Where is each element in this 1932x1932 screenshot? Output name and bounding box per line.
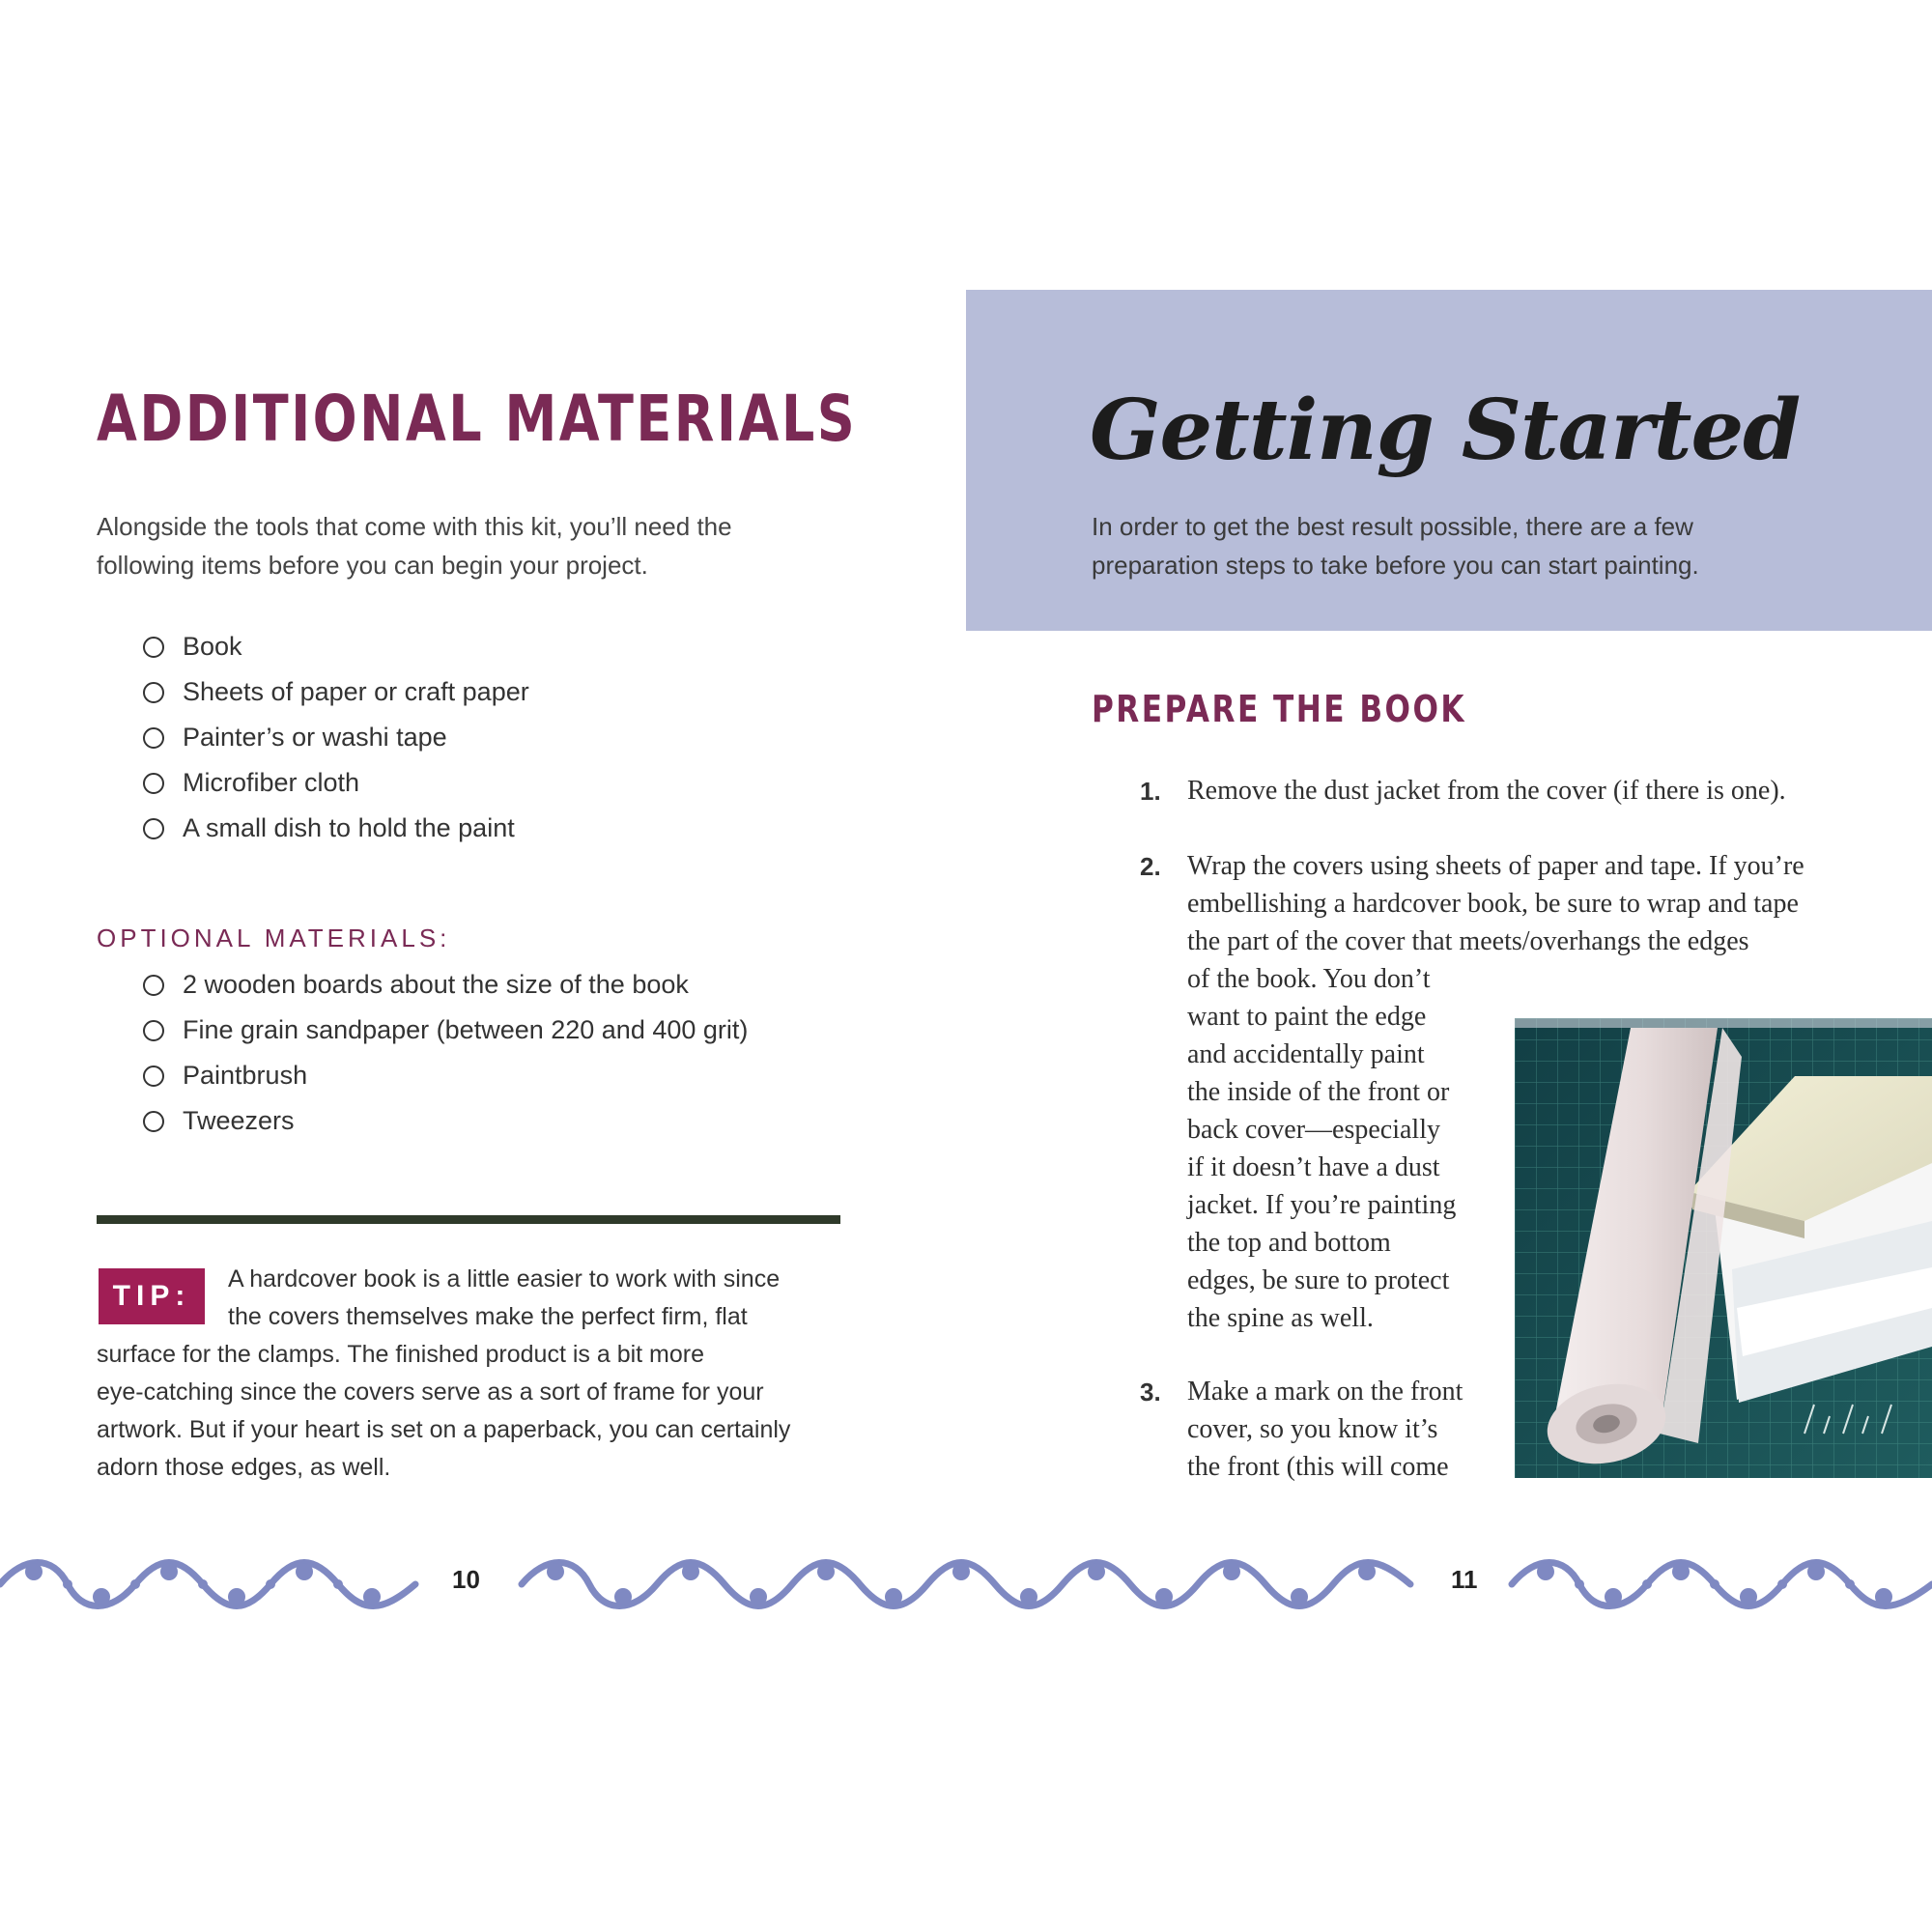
list-item-label: Painter’s or washi tape bbox=[183, 723, 447, 752]
tip-badge: TIP: bbox=[99, 1268, 205, 1324]
required-materials-list bbox=[143, 624, 529, 851]
tip-text-line: the covers themselves make the perfect firm, flat bbox=[228, 1303, 748, 1330]
list-item bbox=[143, 760, 529, 806]
photo-paper-roll-and-book bbox=[1515, 1018, 1932, 1478]
circle-outline-icon bbox=[143, 682, 164, 703]
step-text-line: cover, so you know it’s bbox=[1187, 1414, 1438, 1444]
page-number-right: 11 bbox=[1451, 1565, 1478, 1594]
step-text-line: the spine as well. bbox=[1187, 1303, 1374, 1333]
optional-materials-heading: OPTIONAL MATERIALS: bbox=[97, 923, 451, 952]
list-item-label: Book bbox=[183, 632, 242, 661]
intro-line: Alongside the tools that come with this kit, you’ll need the bbox=[97, 512, 732, 541]
tip-text-line: artwork. But if your heart is set on a paperback, you can certainly bbox=[97, 1416, 791, 1443]
step-number: 2. bbox=[1140, 852, 1161, 881]
page-title-additional-materials: ADDITIONAL MATERIALS bbox=[97, 382, 858, 456]
circle-outline-icon bbox=[143, 818, 164, 839]
step-text-line: embellishing a hardcover book, be sure to wrap and tape bbox=[1187, 889, 1799, 919]
circle-outline-icon bbox=[143, 1020, 164, 1041]
list-item-label: Fine grain sandpaper (between 220 and 400 grit) bbox=[183, 1015, 749, 1044]
left-intro-paragraph bbox=[97, 507, 831, 584]
step-text-line: edges, be sure to protect bbox=[1187, 1265, 1450, 1295]
circle-outline-icon bbox=[143, 637, 164, 658]
step-text-line: back cover—especially bbox=[1187, 1115, 1440, 1145]
circle-outline-icon bbox=[143, 773, 164, 794]
step-text-line: jacket. If you’re painting bbox=[1187, 1190, 1457, 1220]
step-text-line: and accidentally paint bbox=[1187, 1039, 1425, 1069]
list-item-label: Sheets of paper or craft paper bbox=[183, 677, 529, 706]
tip-text-line: A hardcover book is a little easier to work with since bbox=[228, 1265, 781, 1293]
optional-materials-list bbox=[143, 962, 748, 1144]
step-text-line: the part of the cover that meets/overhangs the edges bbox=[1187, 926, 1749, 956]
list-item bbox=[143, 715, 529, 760]
step-text-line: the front (this will come bbox=[1187, 1452, 1449, 1482]
step-text-line: Wrap the covers using sheets of paper and tape. If you’re bbox=[1187, 851, 1804, 881]
step-number: 3. bbox=[1140, 1378, 1161, 1406]
step-text-line: the top and bottom bbox=[1187, 1228, 1391, 1258]
section-divider bbox=[97, 1215, 840, 1224]
list-item bbox=[143, 624, 529, 669]
tip-text-line: surface for the clamps. The finished product is a bit more bbox=[97, 1341, 705, 1368]
list-item-label: Microfiber cloth bbox=[183, 768, 360, 797]
intro-line: following items before you can begin your project. bbox=[97, 551, 648, 580]
page-number-left: 10 bbox=[452, 1565, 480, 1594]
step-text-line: want to paint the edge bbox=[1187, 1002, 1427, 1032]
step-text-block bbox=[1187, 1373, 1463, 1486]
circle-outline-icon bbox=[143, 727, 164, 749]
list-item bbox=[143, 1053, 748, 1098]
tip-text-line: eye-catching since the covers serve as a sort of frame for your bbox=[97, 1378, 764, 1406]
step-text-line: Remove the dust jacket from the cover (if there is one). bbox=[1187, 776, 1786, 806]
tip-text-line: adorn those edges, as well. bbox=[97, 1454, 391, 1481]
list-item bbox=[143, 962, 748, 1008]
list-item bbox=[143, 1098, 748, 1144]
right-intro-paragraph bbox=[1092, 507, 1884, 584]
flourish-border-icon bbox=[517, 1550, 1415, 1618]
circle-outline-icon bbox=[143, 975, 164, 996]
list-item-label: Tweezers bbox=[183, 1106, 295, 1135]
step-text-line: if it doesn’t have a dust bbox=[1187, 1152, 1440, 1182]
step-text-line: of the book. You don’t bbox=[1187, 964, 1431, 994]
page-title-getting-started: Getting Started bbox=[1090, 382, 1801, 479]
intro-line: In order to get the best result possible, there are a few bbox=[1092, 512, 1693, 541]
section-heading-prepare-the-book: PREPARE THE BOOK bbox=[1092, 688, 1467, 730]
list-item-label: Paintbrush bbox=[183, 1061, 308, 1090]
step-number: 1. bbox=[1140, 777, 1161, 806]
intro-line: preparation steps to take before you can start painting. bbox=[1092, 551, 1699, 580]
step-text-line: the inside of the front or bbox=[1187, 1077, 1450, 1107]
circle-outline-icon bbox=[143, 1111, 164, 1132]
list-item-label: 2 wooden boards about the size of the book bbox=[183, 970, 689, 999]
flourish-border-icon bbox=[1507, 1550, 1932, 1618]
list-item-label: A small dish to hold the paint bbox=[183, 813, 515, 842]
flourish-border-icon bbox=[0, 1550, 425, 1618]
step-text-line: Make a mark on the front bbox=[1187, 1377, 1463, 1406]
list-item bbox=[143, 1008, 748, 1053]
list-item bbox=[143, 806, 529, 851]
circle-outline-icon bbox=[143, 1065, 164, 1087]
list-item bbox=[143, 669, 529, 715]
